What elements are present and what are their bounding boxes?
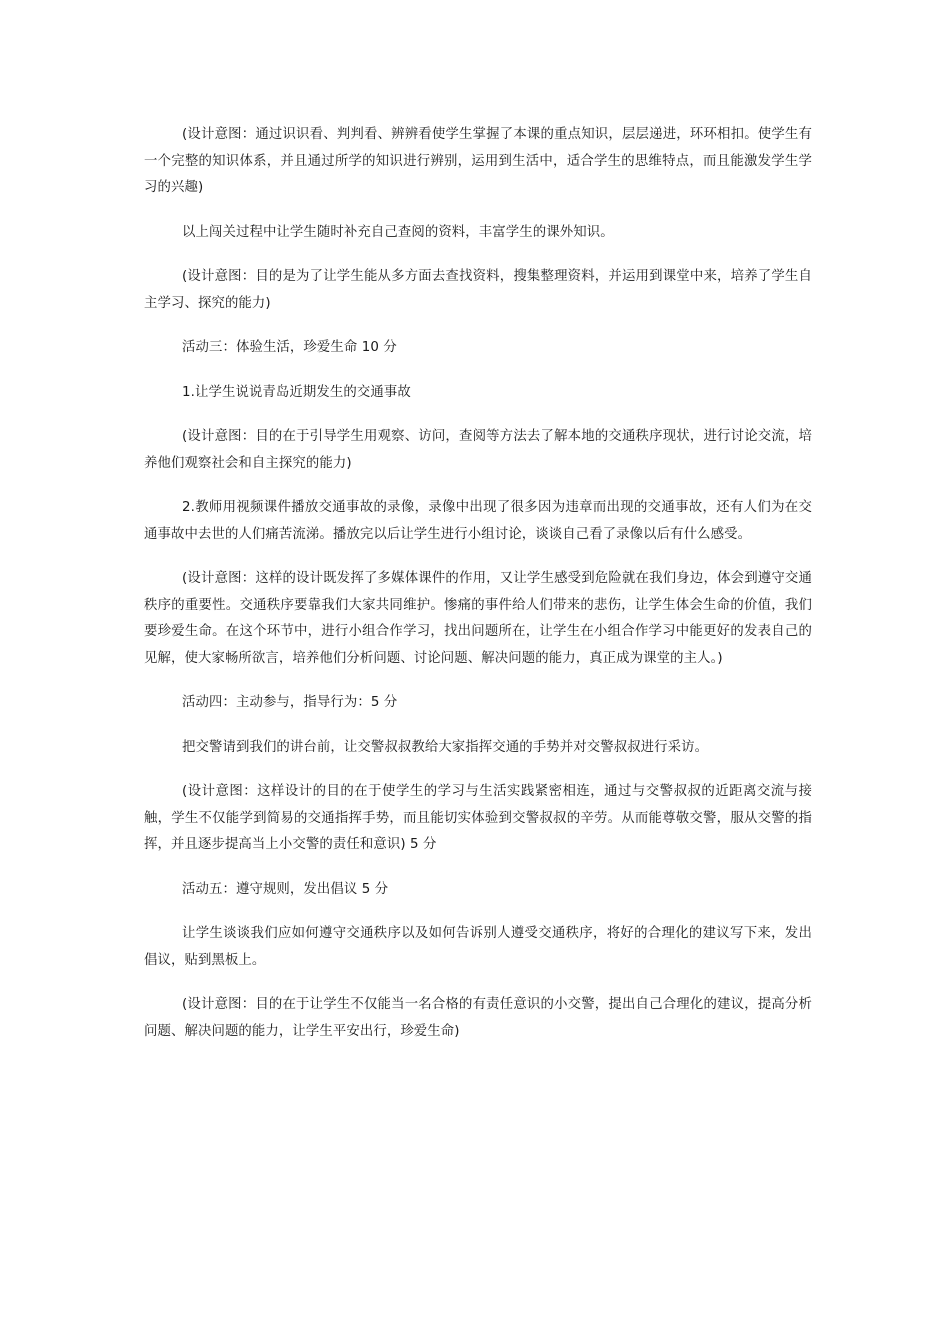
heading-activity-five: 活动五：遵守规则，发出倡议 5 分 [182, 881, 389, 897]
paragraph-design-intent-5: (设计意图：这样设计的目的在于使学生的学习与生活实践紧密相连，通过与交警叔叔的近距离交流与接触，学生不仅能学到简易的交通指挥手势，而且能切实体验到交警叔叔的辛劳。从而能尊敬交警，服从交警的指挥，并且逐步提高当上小交警的责任和意识) 5 分 [144, 784, 812, 852]
paragraph-step-1: 1.让学生说说青岛近期发生的交通事故 [182, 384, 411, 400]
heading-activity-four: 活动四：主动参与，指导行为：5 分 [182, 695, 398, 710]
paragraph-design-intent-2: (设计意图：目的是为了让学生能从多方面去查找资料，搜集整理资料，并运用到课堂中来，培养了学生自主学习、探究的能力) [144, 269, 812, 311]
paragraph-design-intent-1: (设计意图：通过识识看、判判看、辨辨看使学生掌握了本课的重点知识，层层递进，环环相扣。使学生有一个完整的知识体系，并且通过所学的知识进行辨别，运用到生活中，适合学生的思维特点，而且能激发学生学习的兴趣) [144, 127, 812, 195]
paragraph-design-intent-6: (设计意图：目的在于让学生不仅能当一名合格的有责任意识的小交警，提出自己合理化的建议，提高分析问题、解决问题的能力，让学生平安出行，珍爱生命) [144, 997, 812, 1039]
paragraph-design-intent-4: (设计意图：这样的设计既发挥了多媒体课件的作用，又让学生感受到危险就在我们身边，体会到遵守交通秩序的重要性。交通秩序要靠我们大家共同维护。惨痛的事件给人们带来的悲伤，让学生体会生命的价值，我们要珍爱生命。在这个环节中，进行小组合作学习，找出问题所在，让学生在小组合作学习中能更好的发表自己的见解，使大家畅所欲言，培养他们分析问题、讨论问题、解决问题的能力，真正成为课堂的主人。) [144, 571, 812, 666]
paragraph-traffic-police: 把交警请到我们的讲台前，让交警叔叔教给大家指挥交通的手势并对交警叔叔进行采访。 [182, 739, 709, 755]
paragraph-proposal: 让学生谈谈我们应如何遵守交通秩序以及如何告诉别人遵受交通秩序，将好的合理化的建议写下来，发出倡议，贴到黑板上。 [144, 926, 812, 968]
paragraph-design-intent-3: (设计意图：目的在于引导学生用观察、访问，查阅等方法去了解本地的交通秩序现状，进行讨论交流，培养他们观察社会和自主探究的能力) [144, 429, 812, 471]
paragraph-step-2: 2.教师用视频课件播放交通事故的录像，录像中出现了很多因为违章而出现的交通事故，还有人们为在交通事故中去世的人们痛苦流涕。播放完以后让学生进行小组讨论，谈谈自己看了录像以后有什么感受。 [144, 500, 812, 542]
paragraph-supplement-materials: 以上闯关过程中让学生随时补充自己查阅的资料，丰富学生的课外知识。 [182, 224, 614, 240]
heading-activity-three: 活动三：体验生活，珍爱生命 10 分 [182, 340, 397, 355]
document-page [144, 122, 812, 1063]
